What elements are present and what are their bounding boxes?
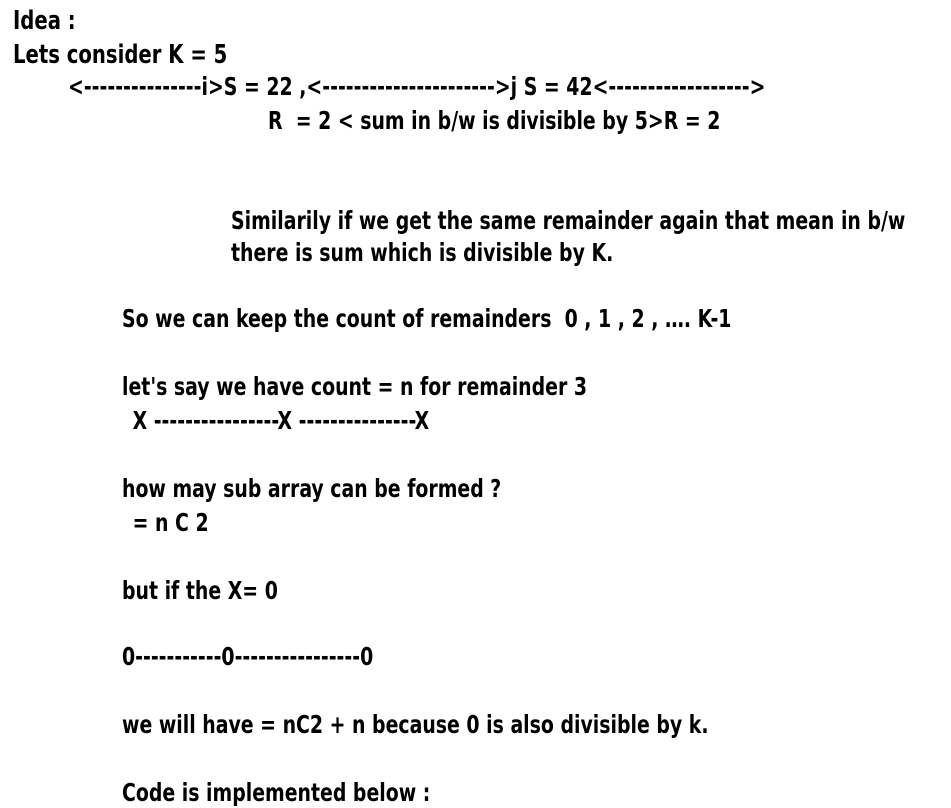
- line-we-will-have-formula: we will have = nC2 + n because 0 is also divisible by k.: [122, 710, 709, 739]
- line-but-if-x-zero: but if the X= 0: [122, 576, 278, 605]
- diagram-remainder-line: R = 2 < sum in b/w is divisible by 5>R = 2: [268, 106, 721, 135]
- line-lets-say-count: let's say we have count = n for remainder 3: [122, 372, 588, 401]
- line-code-implemented-below: Code is implemented below :: [122, 778, 431, 807]
- paragraph-similarly-line-2: there is sum which is divisible by K.: [231, 238, 614, 267]
- question-how-many-subarrays: how may sub array can be formed ?: [122, 474, 502, 503]
- diagram-zero-markers-line: 0-----------0----------------0: [122, 642, 374, 671]
- heading-idea: Idea :: [13, 6, 76, 36]
- diagram-x-markers-line: X ----------------X ---------------X: [126, 406, 430, 435]
- diagram-arrow-line: <---------------i>S = 22 ,<---------------------->j S = 42<------------------>: [68, 72, 766, 101]
- line-count-of-remainders: So we can keep the count of remainders 0 , 1 , 2 , …. K-1: [122, 304, 732, 333]
- paragraph-similarly-line-1: Similarily if we get the same remainder again that mean in b/w: [231, 206, 906, 235]
- answer-n-choose-2: = n C 2: [126, 508, 209, 537]
- line-premise-k-value: Lets consider K = 5: [13, 40, 228, 70]
